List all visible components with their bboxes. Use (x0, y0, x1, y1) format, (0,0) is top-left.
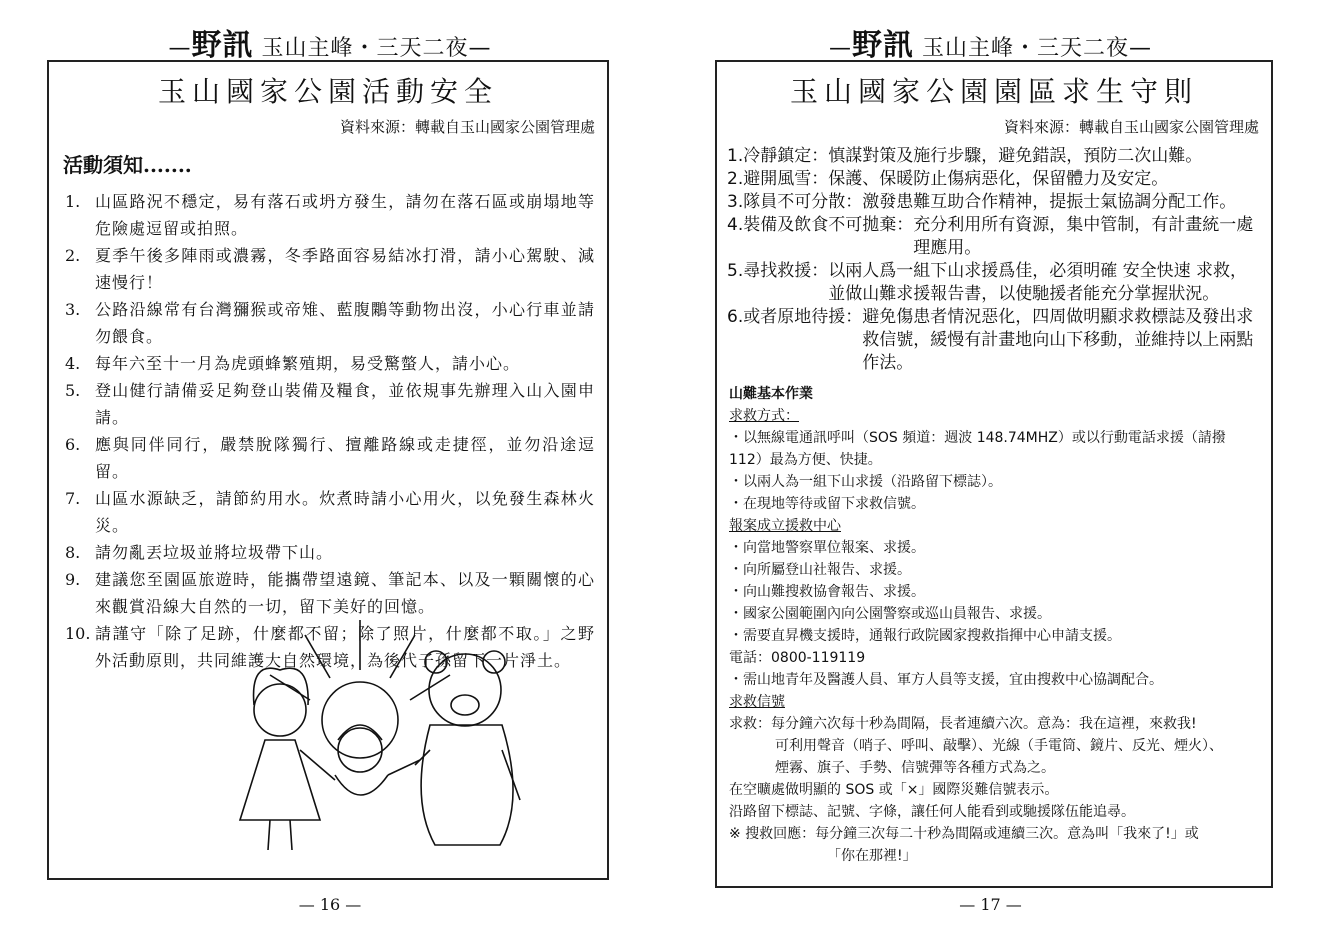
section-heading: 山難基本作業 (729, 386, 813, 402)
basics-section (729, 383, 1261, 867)
list-item: ・以兩人為一組下山求援（沿路留下標誌）。 (729, 474, 1002, 490)
rule-text: 公路沿線常有台灣獼猴或帝雉、藍腹鷴等動物出沒，小心行車並請勿餵食。 (95, 300, 595, 346)
rule-value: 慎謀對策及施行步驟，避免錯誤，預防二次山難。 (828, 146, 1203, 166)
rule-number: 4. (65, 354, 81, 373)
rescue-methods-list (729, 427, 1261, 515)
source-line: 資料來源：轉載自玉山國家公園管理處 (339, 118, 595, 136)
subheading-signal: 求救信號 (729, 694, 785, 710)
rule-value: 避免傷患者情況惡化，四周做明顯求救標誌及發出求救信號，緩慢有計畫地向山下移動，並維持以上兩點作法。 (862, 307, 1254, 373)
subheading-rescue-methods: 求救方式： (729, 408, 799, 424)
rule-text: 山區水源缺乏，請節約用水。炊煮時請小心用火，以免發生森林火災。 (95, 489, 595, 535)
survival-rule (727, 214, 1263, 260)
survival-rule (727, 145, 1263, 168)
survival-rules (727, 145, 1263, 375)
rule-value: 保護、保暖防止傷病惡化，保留體力及安定。 (828, 169, 1169, 189)
survival-rule (727, 168, 1263, 191)
rule-number: 9. (65, 570, 81, 589)
rule-number: 8. (65, 543, 81, 562)
rule-item (59, 377, 595, 431)
rule-value: 激發患難互助合作精神，提振士氣協調分配工作。 (862, 192, 1237, 212)
rule-text: 山區路況不穩定，易有落石或坍方發生，請勿在落石區或崩塌地等危險處逗留或拍照。 (95, 192, 595, 238)
rule-number: 1. (65, 192, 81, 211)
subheading-report: 報案成立援救中心 (729, 518, 841, 534)
content-frame (715, 60, 1273, 888)
list-item: ・向所屬登山社報告、求援。 (729, 562, 911, 578)
rule-text: 應與同伴同行，嚴禁脫隊獨行、擅離路線或走捷徑，並勿沿途逗留。 (95, 435, 595, 481)
rule-item (59, 242, 595, 296)
list-item: ・在現地等待或留下求救信號。 (729, 496, 925, 512)
signal-line: 沿路留下標誌、記號、字條，讓任何人能看到或馳援隊伍能追尋。 (729, 804, 1135, 820)
rule-item (59, 350, 595, 377)
page-footer: — 16 — (298, 895, 362, 914)
rule-key: 5.尋找救援： (727, 261, 829, 281)
notice-heading: 活動須知....... (63, 153, 192, 177)
survival-rule (727, 306, 1263, 375)
rule-value: 充分利用所有資源，集中管制，有計畫統一處理應用。 (913, 215, 1254, 258)
rule-item (59, 188, 595, 242)
rule-key: 4.裝備及飲食不可拋棄： (727, 215, 914, 235)
rule-key: 3.隊員不可分散： (727, 192, 863, 212)
list-item: ・以無線電通訊呼叫（SOS 頻道：週波 148.74MHZ）或以行動電話求援（請撥 112）最為方便、快捷。 (729, 430, 1226, 468)
rule-key: 2.避開風雪： (727, 169, 829, 189)
list-item: ・向山難搜救協會報告、求援。 (729, 584, 925, 600)
rule-item (59, 296, 595, 350)
brand-logo: 野訊 (851, 28, 914, 63)
phone-line: 電話：0800-119119 (729, 650, 866, 666)
survival-rule (727, 191, 1263, 214)
page-title: 玉山國家公園園區求生守則 (789, 75, 1198, 108)
rule-number: 5. (65, 381, 81, 400)
rule-item (59, 539, 595, 566)
signal-line: 求救：每分鐘六次每十秒為間隔，長者連續六次。意為：我在這裡，來救我! (729, 716, 1197, 732)
rule-number: 3. (65, 300, 81, 319)
rule-text: 每年六至十一月為虎頭蜂繁殖期，易受驚螫人，請小心。 (95, 354, 521, 373)
rule-text: 請謹守「除了足跡，什麼都不留；除了照片，什麼都不取。」之野外活動原則，共同維護大自然環境，為後代子孫留下一片淨土。 (95, 624, 595, 670)
rule-number: 6. (65, 435, 81, 454)
rule-number: 10. (65, 624, 91, 643)
list-item: ・需要直昇機支援時，通報行政院國家搜救指揮中心申請支援。 (729, 628, 1121, 644)
signal-line: ※ 搜救回應：每分鐘三次每二十秒為間隔或連續三次。意為叫「我來了!」或 (729, 826, 1199, 842)
source-line: 資料來源：轉載自玉山國家公園管理處 (1003, 118, 1259, 136)
survival-rule (727, 260, 1263, 306)
rule-text: 夏季午後多陣雨或濃霧，冬季路面容易結冰打滑，請小心駕駛、減速慢行！ (95, 246, 595, 292)
page-header: —野訊 玉山主峰・三天二夜— (828, 28, 1152, 63)
rule-text: 登山健行請備妥足夠登山裝備及糧食，並依規事先辦理入山入園申請。 (95, 381, 595, 427)
rule-text: 請勿亂丟垃圾並將垃圾帶下山。 (95, 543, 334, 562)
report-list (729, 537, 1261, 647)
rule-item (59, 485, 595, 539)
rule-item (59, 431, 595, 485)
header-text: 玉山主峰・三天二夜 (921, 36, 1129, 61)
signal-line: 「你在那裡!」 (827, 848, 917, 864)
page-number: 17 (980, 895, 1001, 914)
brand-logo: 野訊 (191, 28, 254, 63)
signal-line: 在空曠處做明顯的 SOS 或「×」國際災難信號表示。 (729, 782, 1059, 798)
list-item: ・向當地警察單位報案、求援。 (729, 540, 925, 556)
rule-number: 2. (65, 246, 81, 265)
rule-key: 6.或者原地待援： (727, 307, 863, 327)
header-text: 玉山主峰・三天二夜 (261, 36, 469, 61)
rule-value: 以兩人爲一組下山求援爲佳，必須明確 安全快速 求救，並做山難求援報告書，以使馳援者能充分掌握狀況。 (828, 261, 1248, 304)
rule-number: 7. (65, 489, 81, 508)
rule-key: 1.冷靜鎮定： (727, 146, 829, 166)
right-page (660, 0, 1321, 952)
support-line: ・需山地青年及醫護人員、軍方人員等支援，宜由搜救中心協調配合。 (729, 672, 1163, 688)
page-header: —野訊 玉山主峰・三天二夜— (168, 28, 492, 63)
signal-line: 可利用聲音（哨子、呼叫、敲擊）、光線（手電筒、鏡片、反光、煙火）、 (775, 738, 1223, 754)
list-item: ・國家公園範圍內向公園警察或巡山員報告、求援。 (729, 606, 1051, 622)
signal-line: 煙霧、旗子、手勢、信號彈等各種方式為之。 (775, 760, 1055, 776)
page-footer: — 17 — (959, 895, 1022, 914)
sun-icon (322, 682, 398, 758)
page-title: 玉山國家公園活動安全 (157, 75, 498, 108)
left-page (0, 0, 660, 952)
rule-text: 建議您至園區旅遊時，能攜帶望遠鏡、筆記本、以及一顆關懷的心來觀賞沿線大自然的一切，留下美好的回憶。 (95, 570, 595, 616)
cartoon-illustration (210, 600, 540, 855)
page-number: 16 (319, 895, 341, 914)
